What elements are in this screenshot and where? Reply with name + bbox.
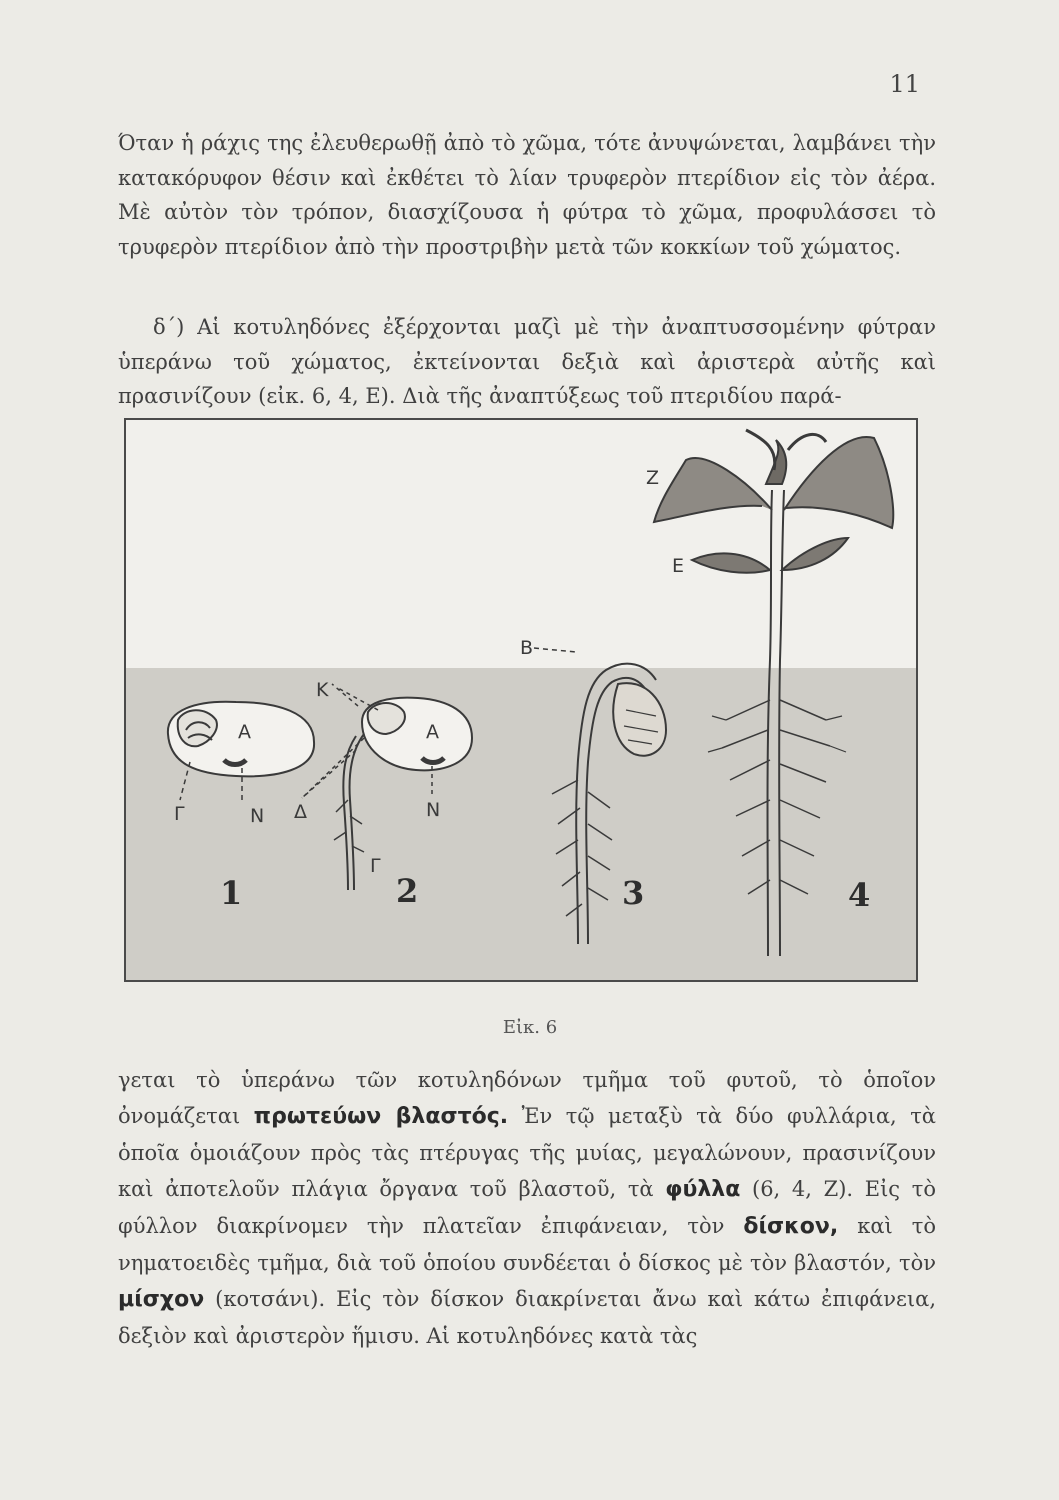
label-G1: Γ xyxy=(174,803,185,825)
label-N1: Ν xyxy=(250,805,265,827)
stage-number-4: 4 xyxy=(848,876,871,914)
germination-illustration xyxy=(126,420,916,980)
label-G2: Γ xyxy=(370,855,381,877)
paragraph-3-text-1: γεται τὸ ὑπεράνω τῶν κοτυληδόνων τμῆμα τοῦ φυτοῦ, τὸ ὁποῖον ὀνομάζεται xyxy=(118,1068,936,1128)
paragraph-3 xyxy=(118,1062,936,1354)
stage-number-1: 1 xyxy=(220,874,243,912)
label-B: Β xyxy=(520,637,534,659)
stage-number-2: 2 xyxy=(396,872,419,910)
paragraph-3-text-3: (6, 4, Ζ). Εἰς τὸ φύλλον διακρίνομεν τὴν πλατεῖαν ἐπιφάνειαν, τὸν xyxy=(118,1177,937,1238)
paragraph-3-text-2: Ἐν τῷ μεταξὺ τὰ δύο φυλλάρια, τὰ ὁποῖα ὁμοιάζουν πρὸς τὰς πτέρυγας τῆς μυίας, μεγαλώνουν, πρασινίζουν καὶ ἀποτελοῦν πλάγια ὄργανα τοῦ βλαστοῦ, τὰ xyxy=(118,1104,936,1201)
figure-seed-germination xyxy=(124,418,918,982)
label-Z: Ζ xyxy=(646,467,660,489)
paragraph-1: Όταν ἡ ράχις της ἐλευθερωθῇ ἀπὸ τὸ χῶμα, τότε ἀνυψώνεται, λαμβάνει τὴν κατακόρυφον θέσιν καὶ ἐκθέτει τὸ λίαν τρυφερὸν πτερίδιον εἰς τὸν ἀέρα. Μὲ αὐτὸν τὸν τρόπον, διασχίζουσα ἡ φύτρα τὸ χῶμα, προφυλάσσει τὸ τρυφερὸν πτερίδιον ἀπὸ τὴν προστριβὴν μετὰ τῶν κοκκίων τοῦ χώματος. xyxy=(118,131,936,259)
label-A1: Α xyxy=(238,721,251,743)
paragraph-2: δ΄) Αἱ κοτυληδόνες ἐξέρχονται μαζὶ μὲ τὴν ἀναπτυσσομένην φύτραν ὑπεράνω τοῦ χώματος, ἐκτείνονται δεξιὰ καὶ ἀριστερὰ αὐτῆς καὶ πρασινίζουν (εἰκ. 6, 4, Ε). Διὰ τῆς ἀναπτύξεως τοῦ πτεριδίου παρά- xyxy=(118,315,936,408)
term-petiole: μίσχον xyxy=(118,1287,205,1312)
page-number: 11 xyxy=(889,70,920,98)
term-blade: δίσκον, xyxy=(743,1214,839,1239)
term-main-stem: πρωτεύων βλαστός. xyxy=(253,1104,509,1129)
label-N2: Ν xyxy=(426,799,441,821)
seed-stage-2 xyxy=(334,698,472,890)
figure-caption: Εἰκ. 6 xyxy=(502,1017,558,1038)
stage-number-3: 3 xyxy=(622,874,645,912)
seedling-stage-3 xyxy=(552,664,666,944)
label-K: Κ xyxy=(316,679,329,701)
label-D2: Δ xyxy=(294,801,307,823)
label-E: Ε xyxy=(672,555,685,577)
term-leaves: φύλλα xyxy=(665,1177,741,1202)
paragraph-3-text-4: καὶ τὸ νηματοειδὲς τμῆμα, διὰ τοῦ ὁποίου συνδέεται ὁ δίσκος μὲ τὸν βλαστόν, τὸν xyxy=(118,1214,936,1275)
paragraph-3-text-5: (κοτσάνι). Εἰς τὸν δίσκον διακρίνεται ἄνω καὶ κάτω ἐπιφάνεια, δεξιὸν καὶ ἀριστερὸν ἥμισυ. Αἱ κοτυληδόνες κατὰ τὰς xyxy=(118,1287,936,1348)
label-A2: Α xyxy=(426,721,439,743)
